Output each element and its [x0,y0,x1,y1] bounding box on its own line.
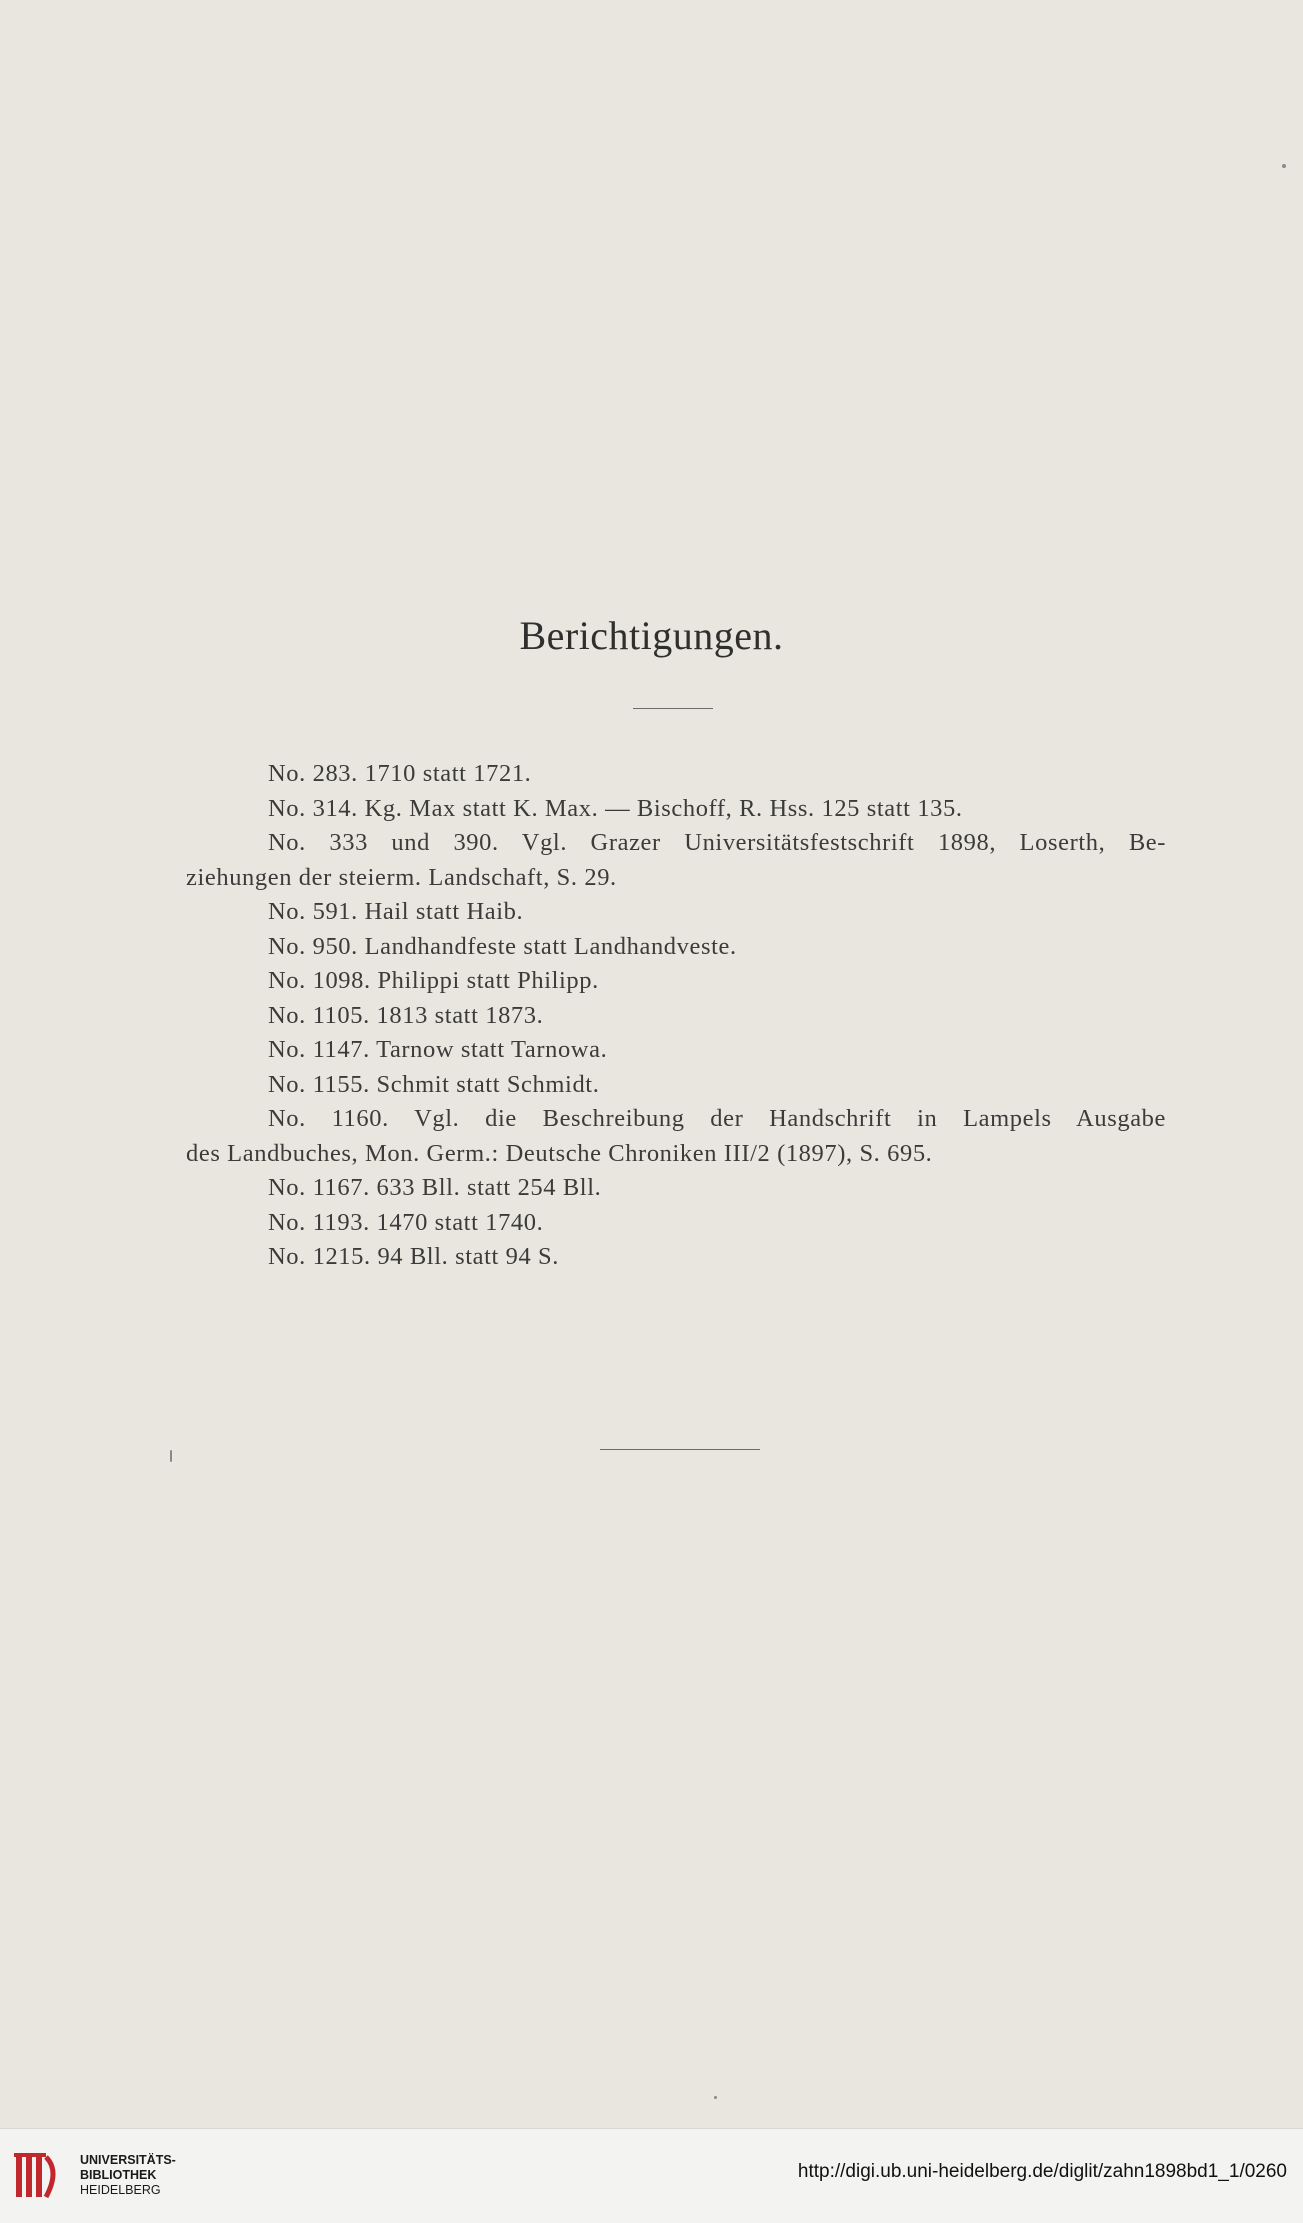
entry-line: No. 1193. 1470 statt 1740. [268,1208,544,1236]
paper-speck [170,1450,172,1462]
entry-line: No. 1160. Vgl. die Beschreibung der Handschrift in Lampels Ausgabe [268,1105,1166,1132]
title-rule [633,708,713,709]
corrections-list [186,757,1166,1275]
end-rule [600,1449,760,1450]
entry-line-continuation: ziehungen der steierm. Landschaft, S. 29. [186,863,617,891]
library-name-line3: HEIDELBERG [80,2183,161,2197]
entry-line: No. 333 und 390. Vgl. Grazer Universitätsfestschrift 1898, Loserth, Be- [268,829,1166,856]
entry-line-continuation: des Landbuches, Mon. Germ.: Deutsche Chroniken III/2 (1897), S. 695. [186,1139,933,1167]
entry-line: No. 1098. Philippi statt Philipp. [268,967,599,994]
entry-line: No. 591. Hail statt Haib. [268,898,524,925]
paper-speck [1282,164,1286,168]
library-name-line1: UNIVERSITÄTS- [80,2153,176,2167]
entry-line: No. 1215. 94 Bll. statt 94 S. [268,1243,560,1270]
source-url[interactable]: http://digi.ub.uni-heidelberg.de/diglit/zahn1898bd1_1/0260 [797,2161,1287,2182]
viewer-footer [0,2128,1303,2223]
paper-speck [714,2096,717,2099]
library-name[interactable] [80,2153,176,2198]
entry-line: No. 283. 1710 statt 1721. [268,760,532,787]
entry-line: No. 314. Kg. Max statt K. Max. — Bischoff, R. Hss. 125 statt 135. [268,794,963,822]
library-name-line2: BIBLIOTHEK [80,2168,157,2182]
entry-line: No. 950. Landhandfeste statt Landhandveste. [268,932,737,960]
entry-line: No. 1155. Schmit statt Schmidt. [268,1070,600,1098]
library-logo-icon[interactable] [12,2147,70,2205]
entry-line: No. 1147. Tarnow statt Tarnowa. [268,1036,608,1063]
entry-line: No. 1167. 633 Bll. statt 254 Bll. [268,1174,602,1201]
page-title: Berichtigungen. [519,613,784,658]
entry-line: No. 1105. 1813 statt 1873. [268,1001,544,1029]
